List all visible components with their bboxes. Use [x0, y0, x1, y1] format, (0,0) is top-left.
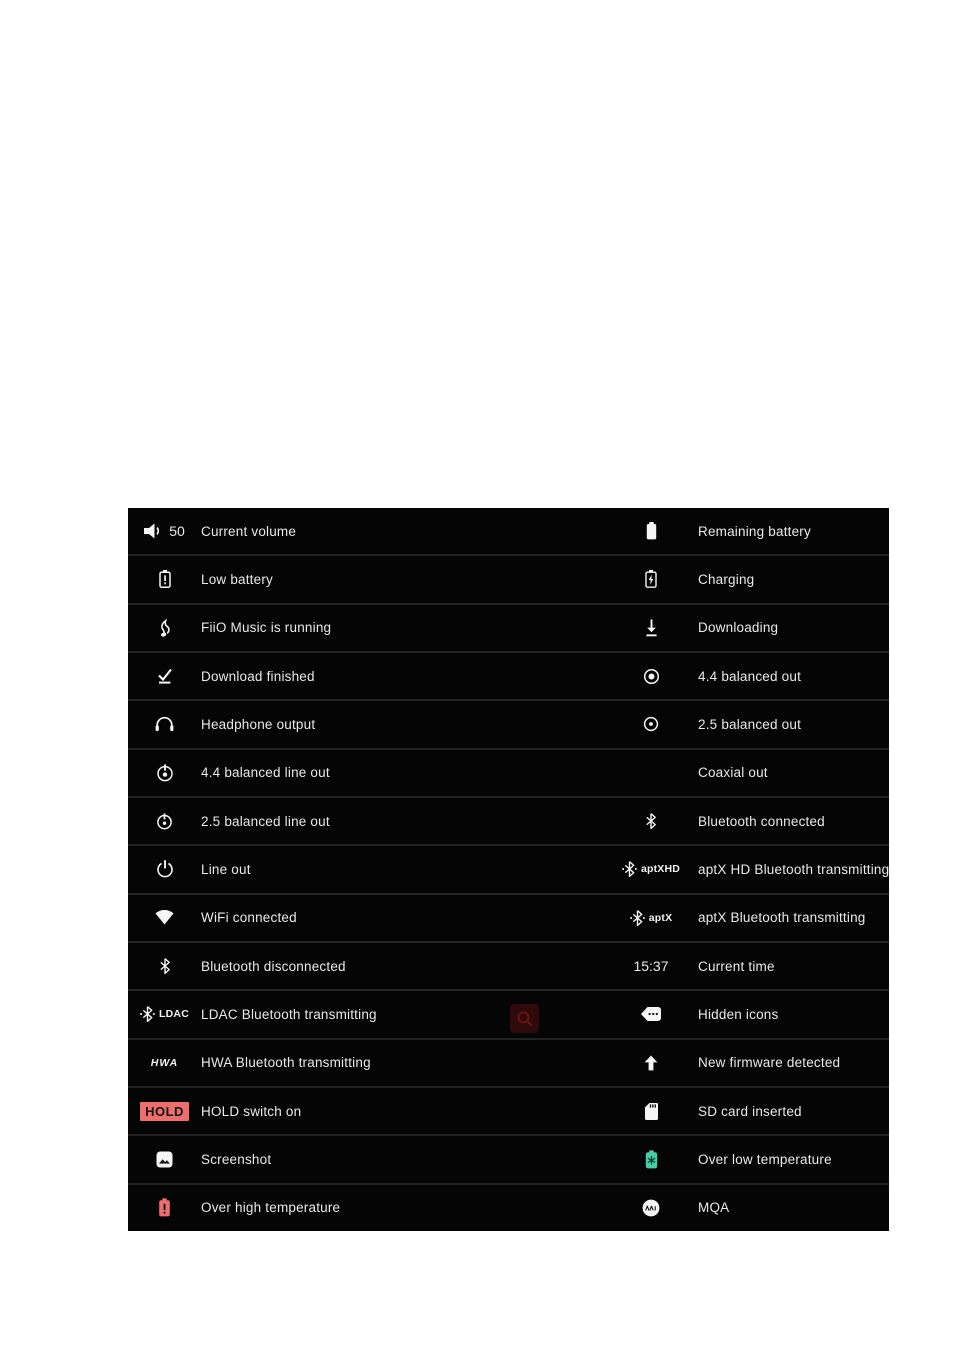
- bluetooth-tx-icon: [622, 861, 637, 877]
- status-label: Bluetooth disconnected: [201, 958, 346, 974]
- table-row: [128, 554, 889, 602]
- hwa-text-text: HWA: [150, 1056, 179, 1069]
- battery-cold-icon: [645, 1150, 658, 1169]
- bluetooth-icon: [645, 813, 657, 829]
- status-label: Coaxial out: [698, 765, 768, 781]
- status-label: Remaining battery: [698, 523, 811, 539]
- status-label: Download finished: [201, 668, 315, 684]
- volume-text: 50: [169, 523, 185, 540]
- balanced-out-25-icon: [643, 716, 659, 732]
- bluetooth-tx-text: aptXHD: [640, 863, 681, 876]
- table-row: [128, 651, 889, 699]
- sd-card-icon: [645, 1103, 658, 1120]
- status-label: Screenshot: [201, 1151, 272, 1167]
- status-label: FiiO Music is running: [201, 620, 332, 636]
- table-row: [128, 1183, 889, 1231]
- table-row: [128, 748, 889, 796]
- screenshot-icon: [156, 1151, 173, 1168]
- status-label: 4.4 balanced line out: [201, 765, 330, 781]
- status-label: 2.5 balanced line out: [201, 813, 330, 829]
- time-text-text: 15:37: [633, 958, 669, 975]
- bluetooth-tx-text: aptX: [648, 911, 673, 924]
- status-label: Charging: [698, 571, 755, 587]
- bluetooth-tx-icon: [140, 1006, 155, 1022]
- download-check-icon: [156, 668, 173, 685]
- status-icons-table: [128, 508, 889, 1231]
- table-row: [128, 508, 889, 554]
- balanced-line-25-icon: [156, 813, 173, 830]
- table-row: [128, 1086, 889, 1134]
- headphones-icon: [155, 716, 174, 732]
- hidden-icons-icon: [641, 1007, 661, 1021]
- status-label: Current time: [698, 958, 775, 974]
- table-row: [128, 989, 889, 1037]
- power-icon: [156, 860, 174, 878]
- status-label: Downloading: [698, 620, 779, 636]
- status-label: Headphone output: [201, 716, 316, 732]
- status-label: Over high temperature: [201, 1200, 341, 1216]
- status-label: HWA Bluetooth transmitting: [201, 1055, 371, 1071]
- bluetooth-tx-text: LDAC: [159, 1008, 189, 1021]
- bluetooth-icon: [159, 958, 171, 974]
- battery-hot-icon: [158, 1198, 171, 1217]
- bluetooth-tx-icon: [630, 910, 645, 926]
- battery-full-icon: [646, 522, 657, 540]
- status-label: New firmware detected: [698, 1055, 841, 1071]
- table-row: [128, 796, 889, 844]
- table-row: [128, 1038, 889, 1086]
- table-row: [128, 603, 889, 651]
- table-row: [128, 941, 889, 989]
- status-label: WiFi connected: [201, 910, 297, 926]
- table-row: [128, 1134, 889, 1182]
- status-label: aptX Bluetooth transmitting: [698, 910, 866, 926]
- status-label: 4.4 balanced out: [698, 668, 802, 684]
- volume-icon: [144, 523, 165, 539]
- battery-charging-icon: [645, 570, 657, 588]
- status-label: Over low temperature: [698, 1151, 832, 1167]
- balanced-line-44-icon: [156, 764, 174, 782]
- battery-low-icon: [159, 570, 171, 588]
- balanced-out-44-icon: [643, 668, 660, 685]
- mqa-icon: [642, 1199, 660, 1217]
- status-label: Hidden icons: [698, 1006, 779, 1022]
- status-label: Bluetooth connected: [698, 813, 825, 829]
- status-label: 2.5 balanced out: [698, 716, 802, 732]
- status-label: Line out: [201, 861, 251, 877]
- wifi-icon: [155, 910, 174, 925]
- status-label: Current volume: [201, 523, 297, 539]
- table-row: [128, 699, 889, 747]
- fiio-music-icon: [158, 618, 172, 638]
- status-label: LDAC Bluetooth transmitting: [201, 1006, 377, 1022]
- status-label: aptX HD Bluetooth transmitting: [698, 861, 890, 877]
- table-row: [128, 844, 889, 892]
- search-watermark-icon: [510, 1004, 539, 1033]
- status-label: Low battery: [201, 571, 273, 587]
- status-label: MQA: [698, 1200, 730, 1216]
- status-label: HOLD switch on: [201, 1103, 302, 1119]
- table-row: [128, 893, 889, 941]
- up-arrow-icon: [644, 1055, 658, 1071]
- hold-badge-text: HOLD: [140, 1102, 189, 1121]
- download-arrow-icon: [644, 619, 659, 637]
- status-label: SD card inserted: [698, 1103, 802, 1119]
